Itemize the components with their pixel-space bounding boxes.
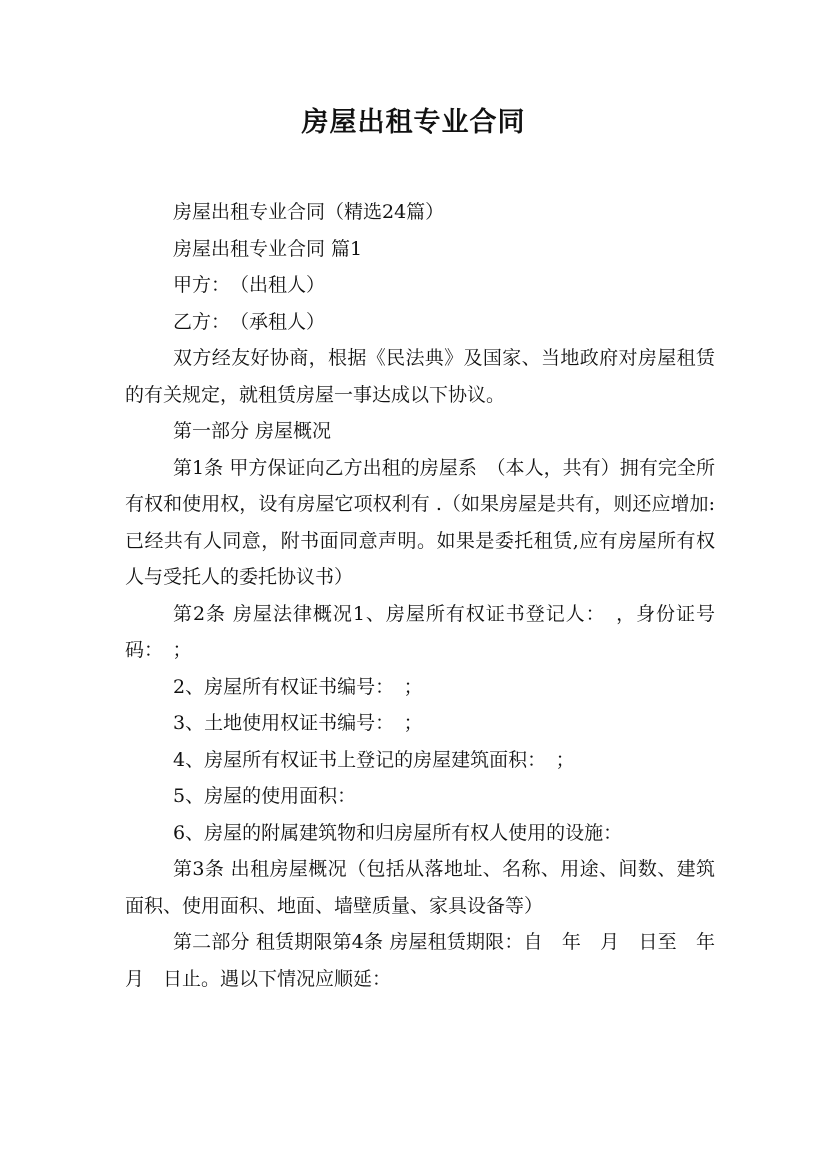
paragraph-item-4: 4、房屋所有权证书上登记的房屋建筑面积： ； — [173, 748, 575, 771]
paragraph-contract-subtitle: 房屋出租专业合同（精选24篇） — [173, 201, 445, 223]
paragraph-part-one-heading: 第一部分 房屋概况 — [173, 420, 332, 442]
paragraph-preamble: 双方经友好协商，根据《民法典》及国家、当地政府对房屋租赁的有关规定，就租赁房屋一事达成以下协议。 — [125, 347, 715, 406]
paragraph-article-2: 第2条 房屋法律概况1、房屋所有权证书登记人： ，身份证号码： ； — [125, 602, 715, 661]
paragraph-party-a: 甲方： （出租人） — [173, 274, 326, 296]
document-body — [125, 194, 735, 997]
paragraph-party-b: 乙方： （承租人） — [173, 310, 326, 333]
paragraph-article-3: 第3条 出租房屋概况（包括从落地址、名称、用途、间数、建筑面积、使用面积、地面、墙壁质量、家具设备等） — [125, 858, 715, 917]
paragraph-item-5: 5、房屋的使用面积： — [173, 785, 357, 807]
document-title: 房屋出租专业合同 — [301, 107, 526, 138]
paragraph-article-1: 第1条 甲方保证向乙方出租的房屋系 （本人，共有）拥有完全所有权和使用权，设有房屋它项权利有 .（如果房屋是共有，则还应增加:已经共有人同意，附书面同意声明。如果是委托租赁,应有房屋所有权人与受托人的委托协议书） — [125, 456, 715, 588]
paragraph-chapter-heading: 房屋出租专业合同 篇1 — [173, 237, 363, 260]
paragraph-part-two-article-4: 第二部分 租赁期限第4条 房屋租赁期限：自 年 月 日至 年 月 日止。遇以下情况应顺延： — [125, 931, 735, 990]
paragraph-item-3: 3、土地使用权证书编号： ； — [173, 712, 423, 734]
paragraph-item-2: 2、房屋所有权证书编号： ； — [173, 675, 423, 698]
paragraph-item-6: 6、房屋的附属建筑物和归房屋所有权人使用的设施： — [173, 821, 623, 844]
